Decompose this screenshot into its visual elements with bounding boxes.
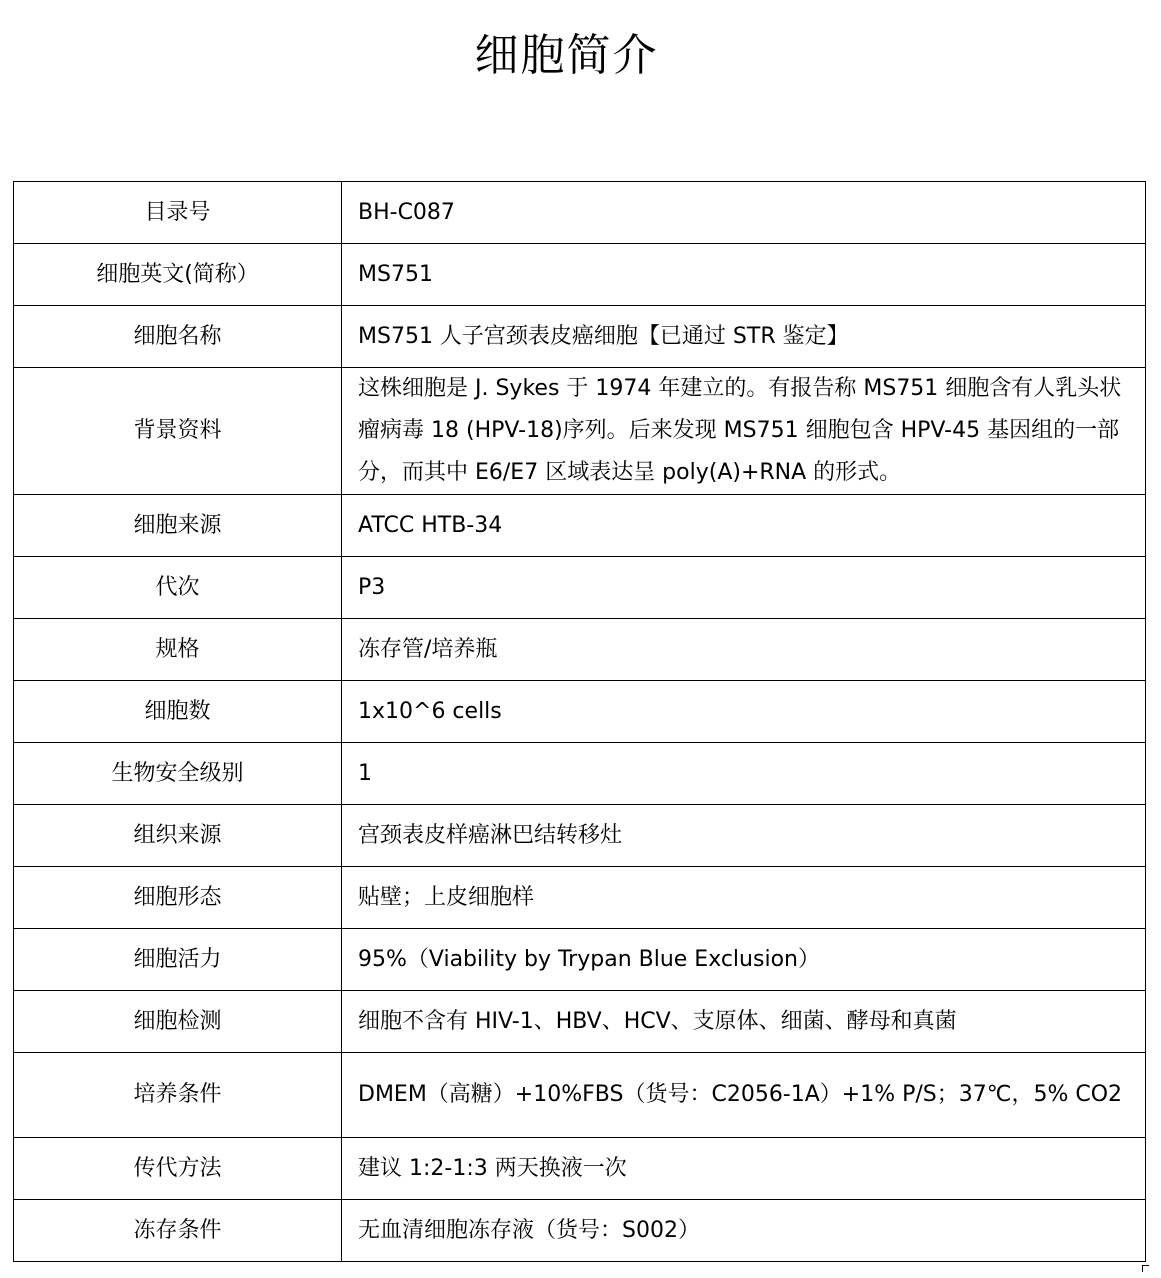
- table-row: [14, 1138, 1146, 1200]
- row-value-cell-name: MS751 人子宫颈表皮癌细胞【已通过 STR 鉴定】: [342, 306, 1146, 368]
- row-label-cell-source: 细胞来源: [14, 495, 342, 557]
- table-row: [14, 867, 1146, 929]
- row-label-subculture-method: 传代方法: [14, 1138, 342, 1200]
- row-label-cell-count: 细胞数: [14, 681, 342, 743]
- row-value-background: 这株细胞是 J. Sykes 于 1974 年建立的。有报告称 MS751 细胞含有人乳头状瘤病毒 18 (HPV-18)序列。后来发现 MS751 细胞包含 HPV-45 基因组的一部分，而其中 E6/E7 区域表达呈 poly(A)+RNA 的形式。: [342, 368, 1146, 495]
- row-label-biosafety-level: 生物安全级别: [14, 743, 342, 805]
- row-value-passage: P3: [342, 557, 1146, 619]
- row-value-catalog-number: BH-C087: [342, 182, 1146, 244]
- table-row: [14, 557, 1146, 619]
- row-label-morphology: 细胞形态: [14, 867, 342, 929]
- row-label-english-name: 细胞英文(简称）: [14, 244, 342, 306]
- row-label-tissue-source: 组织来源: [14, 805, 342, 867]
- row-value-biosafety-level: 1: [342, 743, 1146, 805]
- cell-info-table: [13, 181, 1146, 1262]
- table-row: [14, 743, 1146, 805]
- row-value-cell-source: ATCC HTB-34: [342, 495, 1146, 557]
- table-row: [14, 1053, 1146, 1138]
- table-row: [14, 619, 1146, 681]
- table-row: [14, 929, 1146, 991]
- row-value-culture-conditions: DMEM（高糖）+10%FBS（货号：C2056-1A）+1% P/S；37℃，5% CO2: [342, 1053, 1146, 1138]
- row-label-culture-conditions: 培养条件: [14, 1053, 342, 1138]
- table-row: [14, 805, 1146, 867]
- table-row: [14, 244, 1146, 306]
- row-value-subculture-method: 建议 1:2-1:3 两天换液一次: [342, 1138, 1146, 1200]
- row-label-cryopreservation: 冻存条件: [14, 1200, 342, 1262]
- row-label-cell-name: 细胞名称: [14, 306, 342, 368]
- row-label-catalog-number: 目录号: [14, 182, 342, 244]
- table-row: [14, 368, 1146, 495]
- row-value-testing: 细胞不含有 HIV-1、HBV、HCV、支原体、细菌、酵母和真菌: [342, 991, 1146, 1053]
- row-value-morphology: 贴壁；上皮细胞样: [342, 867, 1146, 929]
- table-row: [14, 306, 1146, 368]
- row-label-background: 背景资料: [14, 368, 342, 495]
- row-value-viability: 95%（Viability by Trypan Blue Exclusion）: [342, 929, 1146, 991]
- table-row: [14, 1200, 1146, 1262]
- table-row: [14, 495, 1146, 557]
- row-label-testing: 细胞检测: [14, 991, 342, 1053]
- table-row: [14, 991, 1146, 1053]
- row-label-passage: 代次: [14, 557, 342, 619]
- row-value-english-name: MS751: [342, 244, 1146, 306]
- row-value-tissue-source: 宫颈表皮样癌淋巴结转移灶: [342, 805, 1146, 867]
- row-value-cryopreservation: 无血清细胞冻存液（货号：S002）: [342, 1200, 1146, 1262]
- table-row: [14, 182, 1146, 244]
- row-label-viability: 细胞活力: [14, 929, 342, 991]
- table-row: [14, 681, 1146, 743]
- row-value-cell-count: 1x10^6 cells: [342, 681, 1146, 743]
- row-value-specification: 冻存管/培养瓶: [342, 619, 1146, 681]
- corner-mark: [1142, 1265, 1149, 1272]
- row-label-specification: 规格: [14, 619, 342, 681]
- page-title: 细胞简介: [474, 30, 659, 81]
